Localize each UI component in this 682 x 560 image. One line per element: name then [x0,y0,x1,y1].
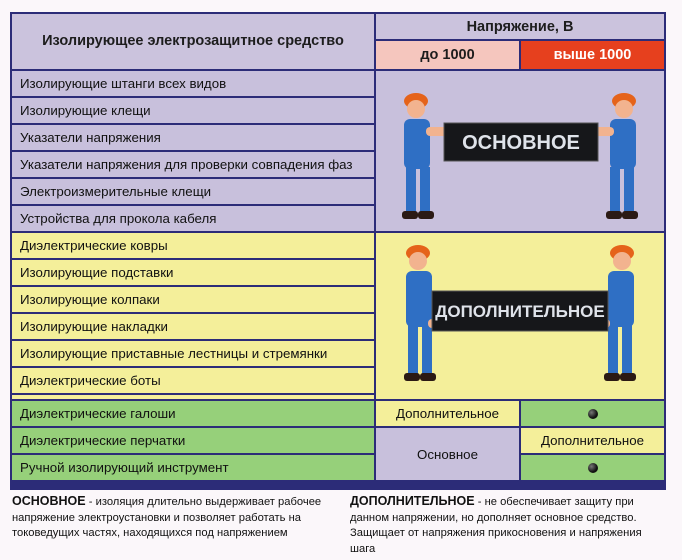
table-row: Электроизмерительные клещи [12,179,374,204]
header-means [12,14,374,69]
gloves-tool-low-voltage: Основное [376,428,519,480]
row-gap [12,395,374,399]
basic-note-text: - изоляция длительно выдерживает рабочее напряжение электроустановки и позволяет работать на токоведущих частях, находящихся под напряжением [12,496,322,539]
table-row: Диэлектрические боты [12,368,374,393]
black-dot-icon [588,463,598,473]
table-row: Указатели напряжения для проверки совпадения фаз [12,152,374,177]
table-row: Изолирующие подставки [12,260,374,285]
black-dot-icon [588,409,598,419]
table-row: Указатели напряжения [12,125,374,150]
header-high-voltage: выше 1000 [521,41,664,69]
table-row: Устройства для прокола кабеля [12,206,374,231]
additional-note [350,494,668,557]
header-low-voltage: до 1000 [376,41,519,69]
additional-note-term: ДОПОЛНИТЕЛЬНОЕ [350,494,475,508]
header-voltage: Напряжение, В [376,14,664,39]
basic-note [12,494,330,542]
basic-note-term: ОСНОВНОЕ [12,494,86,508]
table-row: Изолирующие клещи [12,98,374,123]
gloves-high-voltage: Дополнительное [521,428,664,453]
galoshes-low-voltage: Дополнительное [376,401,519,426]
additional-note-text: - не обеспечивает защиту при данном напряжении, но дополняет основное средство. Защищает от напряжения прикосновения и напряжения шага [350,496,642,555]
tool-high-voltage [521,455,664,480]
header-means-title: Изолирующее электрозащитное средство [42,33,344,49]
table-row: Диэлектрические галоши [12,401,374,426]
basic-sign-label: ОСНОВНОЕ [462,132,580,154]
legend-notes [10,492,670,556]
table-row: Изолирующие приставные лестницы и стремянки [12,341,374,366]
table-row: Диэлектрические перчатки [12,428,374,453]
table-row: Изолирующие накладки [12,314,374,339]
table-row: Изолирующие штанги всех видов [12,71,374,96]
galoshes-high-voltage [521,401,664,426]
additional-sign-label: ДОПОЛНИТЕЛЬНОЕ [435,302,605,321]
table-row: Изолирующие колпаки [12,287,374,312]
protection-table [10,12,666,490]
additional-group-illustration [376,233,664,399]
table-row: Диэлектрические ковры [12,233,374,258]
basic-group-illustration [376,71,664,231]
table-row: Ручной изолирующий инструмент [12,455,374,480]
